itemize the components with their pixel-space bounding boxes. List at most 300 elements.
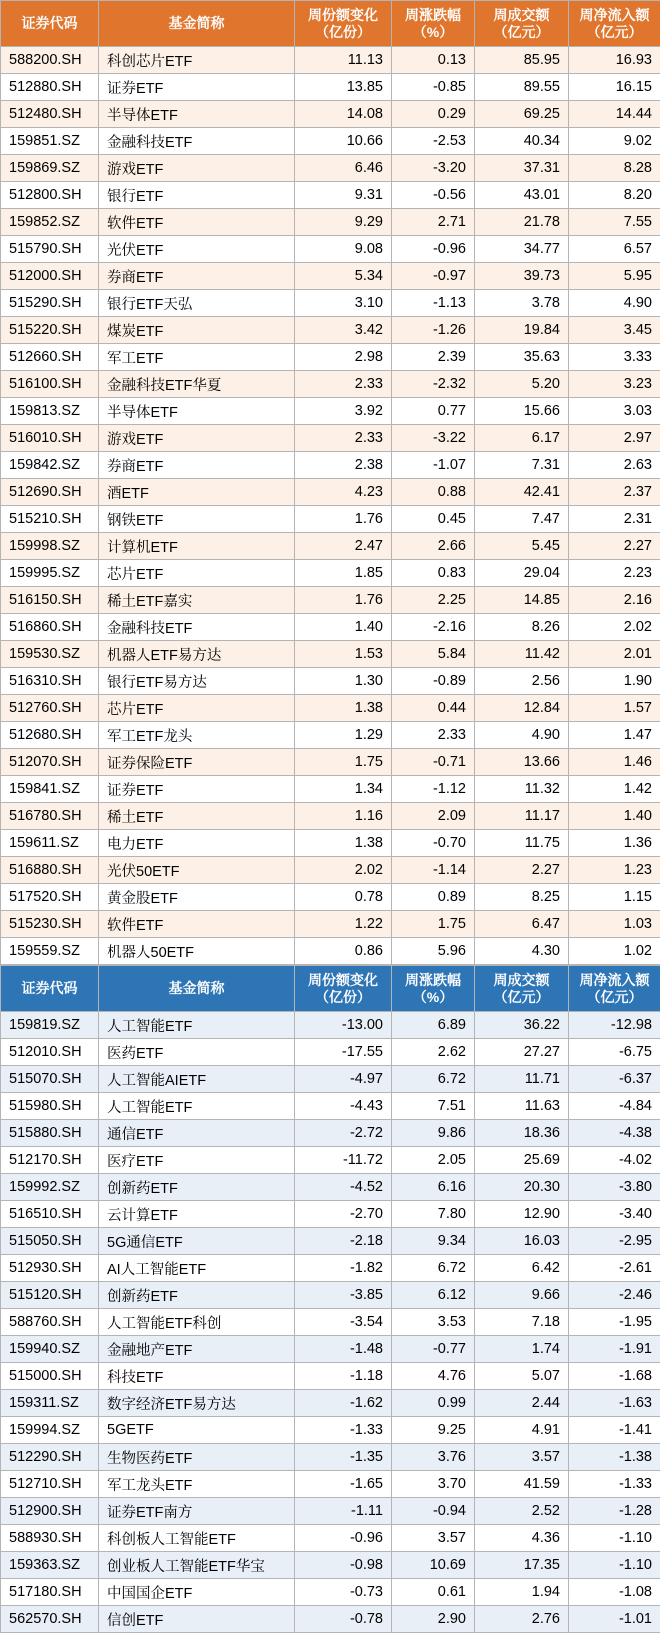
cell-weekly-change-pct: -1.07 [392, 452, 475, 479]
cell-net-inflow: -1.01 [569, 1606, 660, 1633]
cell-fund-name: 创业板人工智能ETF华宝 [99, 1552, 295, 1579]
cell-net-inflow: 3.03 [569, 398, 660, 425]
cell-weekly-change-pct: 7.51 [392, 1093, 475, 1120]
table-row [1, 209, 660, 236]
cell-security-code: 515880.SH [1, 1120, 99, 1147]
cell-weekly-turnover: 11.71 [475, 1066, 569, 1093]
cell-weekly-change-pct: -2.53 [392, 128, 475, 155]
cell-security-code: 515230.SH [1, 911, 99, 938]
table-row [1, 182, 660, 209]
header-cell-share-change: 周份额变化 （亿份） [295, 1, 392, 47]
table-row [1, 1417, 660, 1444]
cell-weekly-change-pct: -0.97 [392, 263, 475, 290]
outflow-table-body [1, 1012, 660, 1633]
cell-security-code: 159842.SZ [1, 452, 99, 479]
cell-security-code: 516010.SH [1, 425, 99, 452]
table-row [1, 47, 660, 74]
cell-weekly-change-pct: 2.39 [392, 344, 475, 371]
cell-fund-name: 计算机ETF [99, 533, 295, 560]
cell-share-change: -13.00 [295, 1012, 392, 1039]
table-row [1, 1201, 660, 1228]
cell-weekly-change-pct: 0.61 [392, 1579, 475, 1606]
cell-weekly-turnover: 3.57 [475, 1444, 569, 1471]
cell-security-code: 516780.SH [1, 803, 99, 830]
cell-weekly-change-pct: 0.83 [392, 560, 475, 587]
table-row [1, 425, 660, 452]
table-row [1, 1363, 660, 1390]
cell-weekly-change-pct: 5.96 [392, 938, 475, 965]
cell-net-inflow: 7.55 [569, 209, 660, 236]
cell-share-change: -2.72 [295, 1120, 392, 1147]
cell-weekly-change-pct: 2.09 [392, 803, 475, 830]
cell-weekly-turnover: 12.84 [475, 695, 569, 722]
cell-weekly-turnover: 20.30 [475, 1174, 569, 1201]
cell-security-code: 515000.SH [1, 1363, 99, 1390]
cell-share-change: 9.31 [295, 182, 392, 209]
cell-share-change: 2.47 [295, 533, 392, 560]
cell-share-change: -1.65 [295, 1471, 392, 1498]
cell-net-inflow: 1.40 [569, 803, 660, 830]
table-row [1, 587, 660, 614]
cell-weekly-turnover: 34.77 [475, 236, 569, 263]
table-row [1, 371, 660, 398]
cell-net-inflow: 1.57 [569, 695, 660, 722]
cell-security-code: 159559.SZ [1, 938, 99, 965]
cell-fund-name: 游戏ETF [99, 155, 295, 182]
cell-net-inflow: 5.95 [569, 263, 660, 290]
cell-fund-name: 软件ETF [99, 911, 295, 938]
cell-weekly-change-pct: -0.94 [392, 1498, 475, 1525]
cell-weekly-turnover: 8.26 [475, 614, 569, 641]
cell-weekly-turnover: 29.04 [475, 560, 569, 587]
header-row [1, 966, 660, 1012]
cell-security-code: 512800.SH [1, 182, 99, 209]
table-row [1, 317, 660, 344]
cell-net-inflow: 9.02 [569, 128, 660, 155]
cell-share-change: -1.35 [295, 1444, 392, 1471]
cell-security-code: 516310.SH [1, 668, 99, 695]
table-row [1, 1228, 660, 1255]
cell-security-code: 512010.SH [1, 1039, 99, 1066]
cell-share-change: -3.54 [295, 1309, 392, 1336]
table-row [1, 236, 660, 263]
cell-share-change: -2.70 [295, 1201, 392, 1228]
cell-net-inflow: 1.02 [569, 938, 660, 965]
cell-weekly-turnover: 15.66 [475, 398, 569, 425]
cell-share-change: 9.08 [295, 236, 392, 263]
cell-net-inflow: 1.36 [569, 830, 660, 857]
cell-share-change: 1.29 [295, 722, 392, 749]
cell-fund-name: 科技ETF [99, 1363, 295, 1390]
cell-fund-name: 医疗ETF [99, 1147, 295, 1174]
cell-share-change: -3.85 [295, 1282, 392, 1309]
cell-net-inflow: 2.16 [569, 587, 660, 614]
cell-security-code: 159869.SZ [1, 155, 99, 182]
cell-weekly-turnover: 6.47 [475, 911, 569, 938]
cell-net-inflow: -1.33 [569, 1471, 660, 1498]
cell-weekly-turnover: 11.32 [475, 776, 569, 803]
cell-weekly-turnover: 2.56 [475, 668, 569, 695]
cell-weekly-turnover: 7.31 [475, 452, 569, 479]
cell-weekly-change-pct: 3.53 [392, 1309, 475, 1336]
cell-weekly-turnover: 2.27 [475, 857, 569, 884]
cell-weekly-change-pct: 3.70 [392, 1471, 475, 1498]
table-row [1, 155, 660, 182]
cell-net-inflow: 2.27 [569, 533, 660, 560]
net-outflow-table [0, 965, 660, 1633]
table-row [1, 101, 660, 128]
cell-net-inflow: 2.31 [569, 506, 660, 533]
cell-fund-name: 光伏50ETF [99, 857, 295, 884]
cell-weekly-turnover: 25.69 [475, 1147, 569, 1174]
cell-fund-name: 5G通信ETF [99, 1228, 295, 1255]
cell-net-inflow: -3.80 [569, 1174, 660, 1201]
cell-share-change: 0.86 [295, 938, 392, 965]
cell-weekly-change-pct: -3.22 [392, 425, 475, 452]
cell-fund-name: 软件ETF [99, 209, 295, 236]
cell-fund-name: 银行ETF易方达 [99, 668, 295, 695]
cell-net-inflow: 4.90 [569, 290, 660, 317]
table-row [1, 911, 660, 938]
cell-security-code: 512680.SH [1, 722, 99, 749]
cell-weekly-change-pct: 2.66 [392, 533, 475, 560]
table-row [1, 1282, 660, 1309]
cell-net-inflow: 2.63 [569, 452, 660, 479]
cell-share-change: -1.33 [295, 1417, 392, 1444]
cell-share-change: -4.43 [295, 1093, 392, 1120]
header-cell-fund-name: 基金简称 [99, 1, 295, 47]
cell-weekly-turnover: 2.76 [475, 1606, 569, 1633]
cell-security-code: 516860.SH [1, 614, 99, 641]
cell-weekly-turnover: 13.66 [475, 749, 569, 776]
cell-weekly-change-pct: 0.99 [392, 1390, 475, 1417]
cell-share-change: -4.52 [295, 1174, 392, 1201]
cell-weekly-turnover: 9.66 [475, 1282, 569, 1309]
cell-share-change: -2.18 [295, 1228, 392, 1255]
cell-weekly-turnover: 11.42 [475, 641, 569, 668]
cell-security-code: 159995.SZ [1, 560, 99, 587]
cell-weekly-turnover: 11.63 [475, 1093, 569, 1120]
cell-fund-name: 半导体ETF [99, 101, 295, 128]
cell-share-change: 14.08 [295, 101, 392, 128]
cell-security-code: 516150.SH [1, 587, 99, 614]
header-cell-net-inflow: 周净流入额 （亿元） [569, 1, 660, 47]
cell-share-change: 1.75 [295, 749, 392, 776]
header-cell-share-change: 周份额变化 （亿份） [295, 966, 392, 1012]
cell-net-inflow: 3.33 [569, 344, 660, 371]
cell-weekly-turnover: 21.78 [475, 209, 569, 236]
cell-share-change: 1.40 [295, 614, 392, 641]
cell-share-change: 1.85 [295, 560, 392, 587]
table-row [1, 1039, 660, 1066]
cell-weekly-change-pct: 6.72 [392, 1255, 475, 1282]
cell-weekly-turnover: 7.47 [475, 506, 569, 533]
cell-security-code: 517180.SH [1, 1579, 99, 1606]
cell-security-code: 159852.SZ [1, 209, 99, 236]
cell-share-change: 1.34 [295, 776, 392, 803]
cell-net-inflow: -4.84 [569, 1093, 660, 1120]
cell-net-inflow: 3.45 [569, 317, 660, 344]
cell-weekly-change-pct: -1.26 [392, 317, 475, 344]
cell-weekly-change-pct: 4.76 [392, 1363, 475, 1390]
cell-net-inflow: 2.97 [569, 425, 660, 452]
cell-net-inflow: 1.15 [569, 884, 660, 911]
cell-weekly-turnover: 36.22 [475, 1012, 569, 1039]
table-row [1, 884, 660, 911]
cell-weekly-turnover: 35.63 [475, 344, 569, 371]
cell-weekly-change-pct: 0.88 [392, 479, 475, 506]
cell-security-code: 515220.SH [1, 317, 99, 344]
cell-net-inflow: -6.37 [569, 1066, 660, 1093]
cell-weekly-turnover: 85.95 [475, 47, 569, 74]
cell-net-inflow: 8.20 [569, 182, 660, 209]
cell-net-inflow: -1.63 [569, 1390, 660, 1417]
cell-net-inflow: -1.41 [569, 1417, 660, 1444]
cell-share-change: 2.02 [295, 857, 392, 884]
cell-weekly-change-pct: 2.62 [392, 1039, 475, 1066]
table-row [1, 290, 660, 317]
cell-fund-name: AI人工智能ETF [99, 1255, 295, 1282]
cell-fund-name: 证券保险ETF [99, 749, 295, 776]
table-row [1, 1066, 660, 1093]
cell-fund-name: 券商ETF [99, 452, 295, 479]
cell-security-code: 512000.SH [1, 263, 99, 290]
cell-weekly-turnover: 39.73 [475, 263, 569, 290]
table-row [1, 344, 660, 371]
cell-share-change: -4.97 [295, 1066, 392, 1093]
cell-security-code: 512660.SH [1, 344, 99, 371]
header-cell-fund-name: 基金简称 [99, 966, 295, 1012]
cell-security-code: 512710.SH [1, 1471, 99, 1498]
cell-weekly-change-pct: 0.13 [392, 47, 475, 74]
cell-security-code: 512690.SH [1, 479, 99, 506]
cell-weekly-change-pct: -0.89 [392, 668, 475, 695]
cell-share-change: -11.72 [295, 1147, 392, 1174]
cell-net-inflow: 3.23 [569, 371, 660, 398]
cell-weekly-turnover: 27.27 [475, 1039, 569, 1066]
cell-net-inflow: -2.61 [569, 1255, 660, 1282]
table-row [1, 830, 660, 857]
header-cell-code: 证券代码 [1, 966, 99, 1012]
cell-security-code: 515050.SH [1, 1228, 99, 1255]
cell-net-inflow: 1.03 [569, 911, 660, 938]
cell-weekly-change-pct: 2.33 [392, 722, 475, 749]
cell-fund-name: 机器人50ETF [99, 938, 295, 965]
cell-fund-name: 芯片ETF [99, 695, 295, 722]
cell-security-code: 515120.SH [1, 1282, 99, 1309]
cell-weekly-change-pct: 6.72 [392, 1066, 475, 1093]
cell-weekly-turnover: 4.91 [475, 1417, 569, 1444]
cell-weekly-turnover: 4.30 [475, 938, 569, 965]
table-row [1, 560, 660, 587]
cell-net-inflow: -1.91 [569, 1336, 660, 1363]
cell-fund-name: 数字经济ETF易方达 [99, 1390, 295, 1417]
cell-weekly-turnover: 69.25 [475, 101, 569, 128]
table-row [1, 1012, 660, 1039]
cell-security-code: 512170.SH [1, 1147, 99, 1174]
cell-security-code: 159311.SZ [1, 1390, 99, 1417]
cell-security-code: 159819.SZ [1, 1012, 99, 1039]
cell-fund-name: 5GETF [99, 1417, 295, 1444]
cell-fund-name: 券商ETF [99, 263, 295, 290]
cell-fund-name: 金融科技ETF [99, 614, 295, 641]
cell-net-inflow: 1.46 [569, 749, 660, 776]
cell-net-inflow: -4.38 [569, 1120, 660, 1147]
cell-security-code: 159363.SZ [1, 1552, 99, 1579]
cell-net-inflow: 1.23 [569, 857, 660, 884]
cell-fund-name: 机器人ETF易方达 [99, 641, 295, 668]
cell-security-code: 512290.SH [1, 1444, 99, 1471]
cell-security-code: 588200.SH [1, 47, 99, 74]
cell-weekly-turnover: 4.90 [475, 722, 569, 749]
cell-weekly-change-pct: 0.89 [392, 884, 475, 911]
cell-security-code: 512070.SH [1, 749, 99, 776]
cell-weekly-turnover: 1.94 [475, 1579, 569, 1606]
cell-fund-name: 医药ETF [99, 1039, 295, 1066]
cell-security-code: 512880.SH [1, 74, 99, 101]
cell-share-change: 2.98 [295, 344, 392, 371]
cell-weekly-turnover: 5.20 [475, 371, 569, 398]
cell-weekly-change-pct: 6.89 [392, 1012, 475, 1039]
table-row [1, 803, 660, 830]
cell-share-change: 1.76 [295, 587, 392, 614]
cell-security-code: 516880.SH [1, 857, 99, 884]
cell-weekly-change-pct: 2.90 [392, 1606, 475, 1633]
table-row [1, 938, 660, 965]
table-row [1, 722, 660, 749]
outflow-table-header [1, 966, 660, 1012]
cell-share-change: -1.82 [295, 1255, 392, 1282]
header-cell-weekly-turnover: 周成交额 （亿元） [475, 966, 569, 1012]
cell-weekly-turnover: 43.01 [475, 182, 569, 209]
cell-fund-name: 军工ETF [99, 344, 295, 371]
cell-weekly-change-pct: -0.56 [392, 182, 475, 209]
cell-share-change: -1.18 [295, 1363, 392, 1390]
cell-share-change: 1.38 [295, 695, 392, 722]
cell-net-inflow: -1.10 [569, 1552, 660, 1579]
table-row [1, 74, 660, 101]
cell-fund-name: 人工智能ETF [99, 1093, 295, 1120]
cell-share-change: -1.48 [295, 1336, 392, 1363]
cell-share-change: 4.23 [295, 479, 392, 506]
cell-share-change: 2.38 [295, 452, 392, 479]
cell-fund-name: 证券ETF [99, 776, 295, 803]
cell-weekly-turnover: 42.41 [475, 479, 569, 506]
cell-weekly-turnover: 6.42 [475, 1255, 569, 1282]
table-row [1, 452, 660, 479]
cell-security-code: 159813.SZ [1, 398, 99, 425]
table-row [1, 1552, 660, 1579]
cell-fund-name: 人工智能AIETF [99, 1066, 295, 1093]
cell-weekly-change-pct: -0.77 [392, 1336, 475, 1363]
table-row [1, 1390, 660, 1417]
cell-net-inflow: 2.01 [569, 641, 660, 668]
cell-weekly-change-pct: 1.75 [392, 911, 475, 938]
cell-fund-name: 创新药ETF [99, 1174, 295, 1201]
cell-security-code: 515290.SH [1, 290, 99, 317]
table-row [1, 1444, 660, 1471]
cell-weekly-turnover: 19.84 [475, 317, 569, 344]
table-row [1, 749, 660, 776]
cell-share-change: 5.34 [295, 263, 392, 290]
cell-weekly-turnover: 3.78 [475, 290, 569, 317]
cell-weekly-change-pct: 9.34 [392, 1228, 475, 1255]
cell-net-inflow: -2.46 [569, 1282, 660, 1309]
cell-fund-name: 通信ETF [99, 1120, 295, 1147]
cell-weekly-change-pct: 0.44 [392, 695, 475, 722]
table-row [1, 1606, 660, 1633]
cell-net-inflow: 1.90 [569, 668, 660, 695]
cell-weekly-change-pct: 0.29 [392, 101, 475, 128]
cell-weekly-change-pct: 2.05 [392, 1147, 475, 1174]
cell-net-inflow: 2.23 [569, 560, 660, 587]
cell-weekly-change-pct: -0.85 [392, 74, 475, 101]
table-row [1, 1309, 660, 1336]
cell-weekly-turnover: 89.55 [475, 74, 569, 101]
cell-fund-name: 银行ETF [99, 182, 295, 209]
cell-fund-name: 军工龙头ETF [99, 1471, 295, 1498]
cell-weekly-turnover: 5.45 [475, 533, 569, 560]
header-cell-weekly-change-pct: 周涨跌幅 （%） [392, 966, 475, 1012]
cell-security-code: 517520.SH [1, 884, 99, 911]
cell-fund-name: 证券ETF [99, 74, 295, 101]
cell-weekly-change-pct: 7.80 [392, 1201, 475, 1228]
cell-security-code: 512480.SH [1, 101, 99, 128]
cell-fund-name: 生物医药ETF [99, 1444, 295, 1471]
cell-fund-name: 金融科技ETF华夏 [99, 371, 295, 398]
cell-fund-name: 半导体ETF [99, 398, 295, 425]
table-row [1, 641, 660, 668]
cell-net-inflow: -12.98 [569, 1012, 660, 1039]
header-cell-code: 证券代码 [1, 1, 99, 47]
table-row [1, 1579, 660, 1606]
cell-weekly-change-pct: 9.25 [392, 1417, 475, 1444]
cell-share-change: -0.78 [295, 1606, 392, 1633]
cell-net-inflow: -6.75 [569, 1039, 660, 1066]
cell-weekly-turnover: 8.25 [475, 884, 569, 911]
cell-security-code: 159530.SZ [1, 641, 99, 668]
cell-share-change: 3.42 [295, 317, 392, 344]
table-row [1, 1120, 660, 1147]
cell-weekly-change-pct: 2.25 [392, 587, 475, 614]
cell-fund-name: 游戏ETF [99, 425, 295, 452]
cell-share-change: 0.78 [295, 884, 392, 911]
cell-fund-name: 稀土ETF嘉实 [99, 587, 295, 614]
cell-net-inflow: 2.37 [569, 479, 660, 506]
table-row [1, 695, 660, 722]
table-row [1, 1147, 660, 1174]
cell-weekly-turnover: 18.36 [475, 1120, 569, 1147]
cell-security-code: 159841.SZ [1, 776, 99, 803]
cell-weekly-turnover: 40.34 [475, 128, 569, 155]
cell-fund-name: 人工智能ETF [99, 1012, 295, 1039]
cell-weekly-change-pct: -1.13 [392, 290, 475, 317]
table-row [1, 1336, 660, 1363]
cell-security-code: 516510.SH [1, 1201, 99, 1228]
table-row [1, 1174, 660, 1201]
cell-fund-name: 银行ETF天弘 [99, 290, 295, 317]
cell-net-inflow: -1.28 [569, 1498, 660, 1525]
cell-weekly-turnover: 41.59 [475, 1471, 569, 1498]
cell-share-change: -17.55 [295, 1039, 392, 1066]
cell-fund-name: 芯片ETF [99, 560, 295, 587]
cell-weekly-change-pct: -0.96 [392, 236, 475, 263]
cell-fund-name: 云计算ETF [99, 1201, 295, 1228]
cell-weekly-turnover: 6.17 [475, 425, 569, 452]
header-row [1, 1, 660, 47]
cell-weekly-change-pct: -0.70 [392, 830, 475, 857]
table-row [1, 128, 660, 155]
